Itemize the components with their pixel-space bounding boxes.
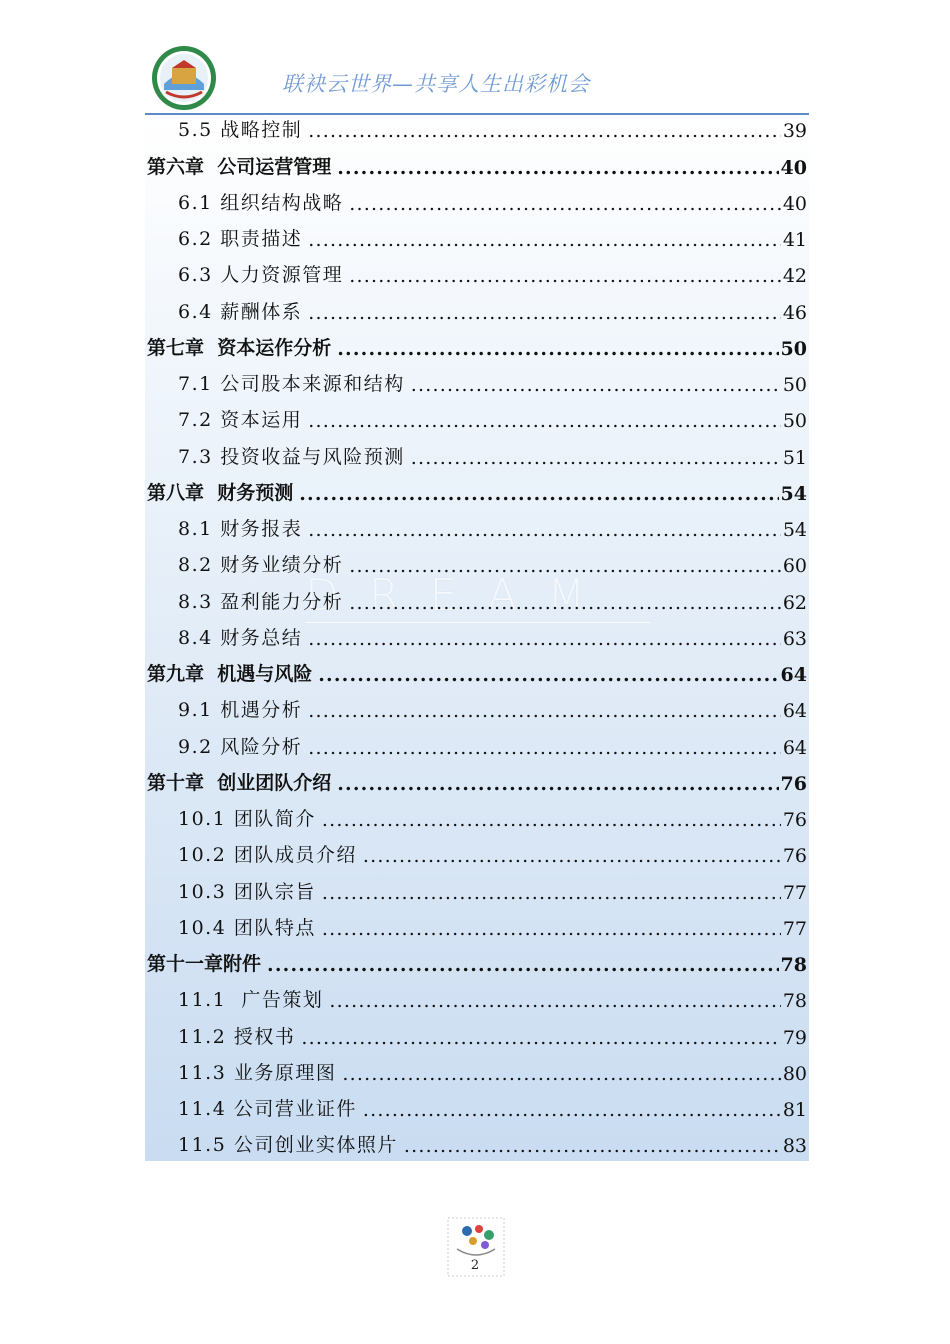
toc-entry-page-number: 80 [782, 1062, 807, 1085]
toc-leader-dots [308, 628, 781, 650]
toc-entry-label: 9.2 风险分析 [178, 735, 303, 758]
toc-entry-label: 6.1 组织结构战略 [178, 191, 344, 214]
toc-leader-dots [411, 447, 781, 469]
toc-leader-dots [308, 519, 781, 541]
toc-entry-label: 11.4 公司营业证件 [178, 1098, 357, 1120]
toc-chapter-entry[interactable] [145, 764, 807, 800]
toc-entry-label: 9.1 机遇分析 [178, 699, 303, 722]
toc-entry-label: 6.4 薪酬体系 [178, 300, 303, 323]
toc-entry-page-number: 39 [782, 120, 807, 143]
toc-entry-page-number: 64 [782, 736, 807, 759]
toc-section-entry[interactable] [145, 256, 807, 292]
toc-section-entry[interactable] [145, 691, 807, 727]
toc-leader-dots [308, 410, 781, 432]
toc-entry-label: 第七章 资本运作分析 [147, 336, 332, 359]
toc-chapter-entry[interactable] [145, 655, 807, 691]
toc-section-entry[interactable] [145, 582, 807, 618]
toc-entry-page-number: 76 [780, 772, 807, 795]
toc-entry-label: 10.1 团队简介 [178, 808, 316, 830]
toc-leader-dots [404, 1135, 781, 1157]
toc-leader-dots [322, 809, 781, 831]
toc-entry-page-number: 76 [782, 809, 807, 831]
toc-entry-label: 8.2 财务业绩分析 [178, 554, 344, 577]
toc-section-entry[interactable] [145, 437, 807, 473]
toc-section-entry[interactable] [145, 872, 807, 908]
toc-chapter-entry[interactable] [145, 474, 807, 510]
toc-entry-page-number: 64 [782, 700, 807, 723]
toc-section-entry[interactable] [145, 111, 807, 147]
page-number: 2 [470, 1258, 480, 1273]
toc-entry-page-number: 42 [782, 265, 807, 288]
toc-section-entry[interactable] [145, 909, 807, 945]
toc-leader-dots [349, 265, 781, 287]
toc-chapter-entry[interactable] [145, 329, 807, 365]
toc-section-entry[interactable] [145, 292, 807, 328]
toc-leader-dots [301, 1027, 780, 1049]
toc-entry-label: 6.2 职责描述 [178, 228, 303, 250]
toc-entry-label: 11.3 业务原理图 [178, 1061, 337, 1084]
toc-entry-label: 第十章 创业团队介绍 [147, 771, 332, 794]
toc-entry-page-number: 46 [782, 301, 807, 324]
toc-entry-page-number: 76 [782, 845, 807, 868]
toc-entry-label: 11.1 广告策划 [178, 989, 324, 1012]
toc-section-entry[interactable] [145, 981, 807, 1017]
company-logo-icon [150, 44, 218, 112]
toc-chapter-entry[interactable] [145, 147, 807, 183]
toc-section-entry[interactable] [145, 727, 807, 763]
toc-entry-label: 11.5 公司创业实体照片 [178, 1134, 398, 1157]
toc-entry-label: 8.1 财务报表 [178, 518, 303, 540]
toc-entry-label: 10.4 团队特点 [178, 916, 316, 939]
toc-section-entry[interactable] [145, 1054, 807, 1090]
toc-entry-label: 10.2 团队成员介绍 [178, 844, 357, 867]
toc-leader-dots [342, 1063, 780, 1085]
toc-entry-page-number: 78 [780, 954, 807, 976]
toc-leader-dots [308, 302, 781, 324]
toc-leader-dots [337, 773, 778, 795]
toc-entry-page-number: 50 [782, 410, 807, 433]
toc-entry-page-number: 77 [782, 881, 807, 904]
toc-leader-dots [322, 882, 781, 904]
toc-entry-page-number: 41 [782, 229, 807, 251]
toc-entry-page-number: 83 [782, 1135, 807, 1158]
toc-leader-dots [308, 737, 781, 759]
toc-entry-label: 第六章 公司运营管理 [147, 155, 332, 178]
toc-leader-dots [337, 338, 778, 360]
toc-leader-dots [308, 229, 781, 251]
toc-entry-label: 8.3 盈利能力分析 [178, 590, 344, 613]
toc-section-entry[interactable] [145, 546, 807, 582]
toc-entry-page-number: 63 [782, 627, 807, 650]
toc-leader-dots [349, 555, 781, 577]
toc-entry-page-number: 50 [780, 337, 807, 360]
toc-leader-dots [267, 954, 779, 976]
toc-section-entry[interactable] [145, 619, 807, 655]
toc-entry-page-number: 64 [780, 664, 807, 686]
toc-section-entry[interactable] [145, 365, 807, 401]
toc-leader-dots [329, 990, 780, 1012]
toc-leader-dots [299, 483, 778, 505]
toc-entry-page-number: 40 [782, 192, 807, 215]
toc-section-entry[interactable] [145, 510, 807, 546]
toc-leader-dots [337, 157, 778, 179]
toc-entry-label: 第九章 机遇与风险 [147, 663, 313, 685]
toc-entry-label: 第十一章附件 [147, 953, 262, 975]
toc-entry-label: 10.3 团队宗旨 [178, 880, 316, 903]
watermark: DREAM [305, 570, 650, 623]
header-title: 联袂云世界—共享人生出彩机会 [282, 72, 590, 96]
toc-leader-dots [318, 664, 778, 686]
toc-section-entry[interactable] [145, 1017, 807, 1053]
toc-entry-label: 第八章 财务预测 [147, 481, 294, 504]
toc-leader-dots [308, 120, 781, 142]
toc-leader-dots [411, 374, 781, 396]
toc-entry-page-number: 51 [782, 446, 807, 469]
toc-entry-label: 7.2 资本运用 [178, 409, 303, 432]
toc-leader-dots [322, 918, 781, 940]
toc-entry-page-number: 77 [782, 917, 807, 940]
toc-entry-label: 7.3 投资收益与风险预测 [178, 445, 405, 468]
toc-entry-page-number: 81 [782, 1099, 807, 1121]
toc-leader-dots [308, 700, 781, 722]
toc-entry-page-number: 54 [780, 482, 807, 505]
toc-leader-dots [363, 845, 781, 867]
toc-entry-label: 6.3 人力资源管理 [178, 264, 344, 287]
toc-section-entry[interactable] [145, 220, 807, 256]
toc-chapter-entry[interactable] [145, 945, 807, 981]
toc-entry-page-number: 78 [782, 990, 807, 1013]
toc-entry-page-number: 50 [782, 374, 807, 396]
toc-entry-page-number: 62 [782, 591, 807, 614]
toc-entry-label: 5.5 战略控制 [178, 119, 303, 142]
toc-section-entry[interactable] [145, 1126, 807, 1162]
toc-entry-label: 11.2 授权书 [178, 1025, 296, 1048]
toc-section-entry[interactable] [145, 800, 807, 836]
toc-entry-page-number: 40 [780, 156, 807, 179]
toc-section-entry[interactable] [145, 401, 807, 437]
toc-leader-dots [363, 1099, 781, 1121]
toc-entry-label: 8.4 财务总结 [178, 626, 303, 649]
toc-entry-page-number: 60 [782, 555, 807, 578]
toc-entry-page-number: 79 [782, 1026, 807, 1049]
toc-section-entry[interactable] [145, 836, 807, 872]
toc-leader-dots [349, 193, 781, 215]
table-of-contents [145, 111, 807, 1162]
toc-section-entry[interactable] [145, 184, 807, 220]
page-header [0, 0, 950, 120]
toc-leader-dots [349, 592, 781, 614]
toc-entry-page-number: 54 [782, 519, 807, 541]
toc-section-entry[interactable] [145, 1090, 807, 1126]
toc-entry-label: 7.1 公司股本来源和结构 [178, 373, 405, 395]
